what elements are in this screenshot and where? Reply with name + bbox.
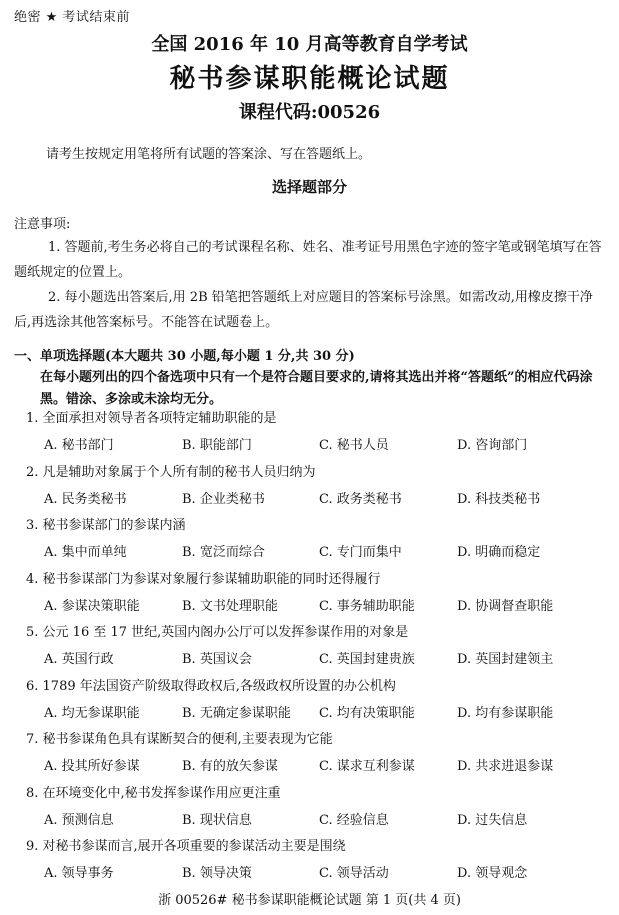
question-item <box>0 675 619 729</box>
option-c: C. 事务辅助职能 <box>319 598 415 614</box>
question-item <box>0 782 619 836</box>
answer-instruction: 请考生按规定用笔将所有试题的答案涂、写在答题纸上。 <box>46 147 372 162</box>
option-b: B. 现状信息 <box>182 812 252 828</box>
option-d: D. 协调督查职能 <box>457 598 554 614</box>
question-item <box>0 621 619 675</box>
option-d: D. 明确而稳定 <box>457 545 541 560</box>
option-c: C. 英国封建贵族 <box>319 652 415 667</box>
question-stem: 8. 在环境变化中,秘书发挥参谋作用应更注重 <box>26 785 281 801</box>
option-d: D. 科技类秘书 <box>457 491 541 507</box>
option-c: C. 领导活动 <box>319 866 389 881</box>
option-a: A. 英国行政 <box>44 652 114 667</box>
option-a: A. 集中而单纯 <box>44 545 127 560</box>
question-stem: 9. 对秘书参谋而言,展开各项重要的参谋活动主要是围绕 <box>26 839 346 854</box>
option-a: A. 领导事务 <box>44 866 114 881</box>
question-stem: 1. 全面承担对领导者各项特定辅助职能的是 <box>26 411 277 426</box>
page-title: 秘书参谋职能概论试题 <box>169 64 450 94</box>
option-b: B. 英国议会 <box>182 652 252 667</box>
option-b: B. 宽泛而综合 <box>182 545 265 560</box>
option-d: D. 均有参谋职能 <box>457 705 554 721</box>
option-a: A. 秘书部门 <box>44 438 114 453</box>
question-item <box>0 728 619 782</box>
option-d: D. 过失信息 <box>457 812 528 828</box>
question-item <box>0 461 619 515</box>
option-d: D. 领导观念 <box>457 866 528 881</box>
question-item <box>0 835 619 889</box>
option-a: A. 预测信息 <box>44 812 114 828</box>
option-b: B. 无确定参谋职能 <box>182 705 291 721</box>
confidential-mark: 绝密 ★ 考试结束前 <box>14 10 130 25</box>
note-item-2: 2. 每小题选出答案后,用 2B 铅笔把答题纸上对应题目的答案标号涂黑。如需改动,用橡皮擦干净后,再选涂其他答案标号。不能答在试题卷上。 <box>14 290 593 330</box>
note-item-1: 1. 答题前,考生务必将自己的考试课程名称、姓名、准考证号用黑色字迹的签字笔或钢笔填写在答题纸规定的位置上。 <box>14 240 602 280</box>
option-d: D. 英国封建领主 <box>457 652 554 667</box>
option-c: C. 专门而集中 <box>319 545 402 560</box>
question-item <box>0 514 619 568</box>
option-a: A. 参谋决策职能 <box>44 598 140 614</box>
question-item <box>0 407 619 461</box>
option-d: D. 共求进退参谋 <box>457 759 554 774</box>
option-c: C. 秘书人员 <box>319 438 389 453</box>
course-code: 课程代码:00526 <box>238 102 381 123</box>
question-stem: 3. 秘书参谋部门的参谋内涵 <box>26 518 186 533</box>
option-c: C. 经验信息 <box>319 812 389 828</box>
part-heading: 一、单项选择题(本大题共 30 小题,每小题 1 分,共 30 分) <box>14 349 355 364</box>
section-title: 选择题部分 <box>271 178 347 196</box>
option-b: B. 职能部门 <box>182 438 252 453</box>
question-list <box>0 407 619 889</box>
question-stem: 5. 公元 16 至 17 世纪,英国内阁办公厅可以发挥参谋作用的对象是 <box>26 625 409 640</box>
option-a: A. 投其所好参谋 <box>44 759 140 774</box>
question-stem: 6. 1789 年法国资产阶级取得政权后,各级政权所设置的办公机构 <box>26 678 396 694</box>
option-c: C. 均有决策职能 <box>319 705 415 721</box>
option-b: B. 领导决策 <box>182 866 252 881</box>
question-stem: 4. 秘书参谋部门为参谋对象履行参谋辅助职能的同时还得履行 <box>26 571 381 587</box>
option-b: B. 文书处理职能 <box>182 598 278 614</box>
option-c: C. 政务类秘书 <box>319 491 402 507</box>
exam-session-line: 全国 2016 年 10 月高等教育自学考试 <box>151 34 468 55</box>
option-a: A. 均无参谋职能 <box>44 705 140 721</box>
option-d: D. 咨询部门 <box>457 438 528 453</box>
option-b: B. 有的放矢参谋 <box>182 759 278 774</box>
option-a: A. 民务类秘书 <box>44 491 127 507</box>
page-footer: 浙 00526# 秘书参谋职能概论试题 第 1 页(共 4 页) <box>158 893 461 908</box>
question-stem: 7. 秘书参谋角色具有谋断契合的便利,主要表现为它能 <box>26 732 333 747</box>
part-description: 在每小题列出的四个备选项中只有一个是符合题目要求的,请将其选出并将“答题纸”的相应代码涂黑。错涂、多涂或未涂均无分。 <box>40 370 593 407</box>
question-stem: 2. 凡是辅助对象属于个人所有制的秘书人员归纳为 <box>26 464 316 480</box>
question-item <box>0 568 619 622</box>
option-b: B. 企业类秘书 <box>182 491 265 507</box>
option-c: C. 谋求互利参谋 <box>319 759 415 774</box>
notes-heading: 注意事项: <box>14 217 71 232</box>
